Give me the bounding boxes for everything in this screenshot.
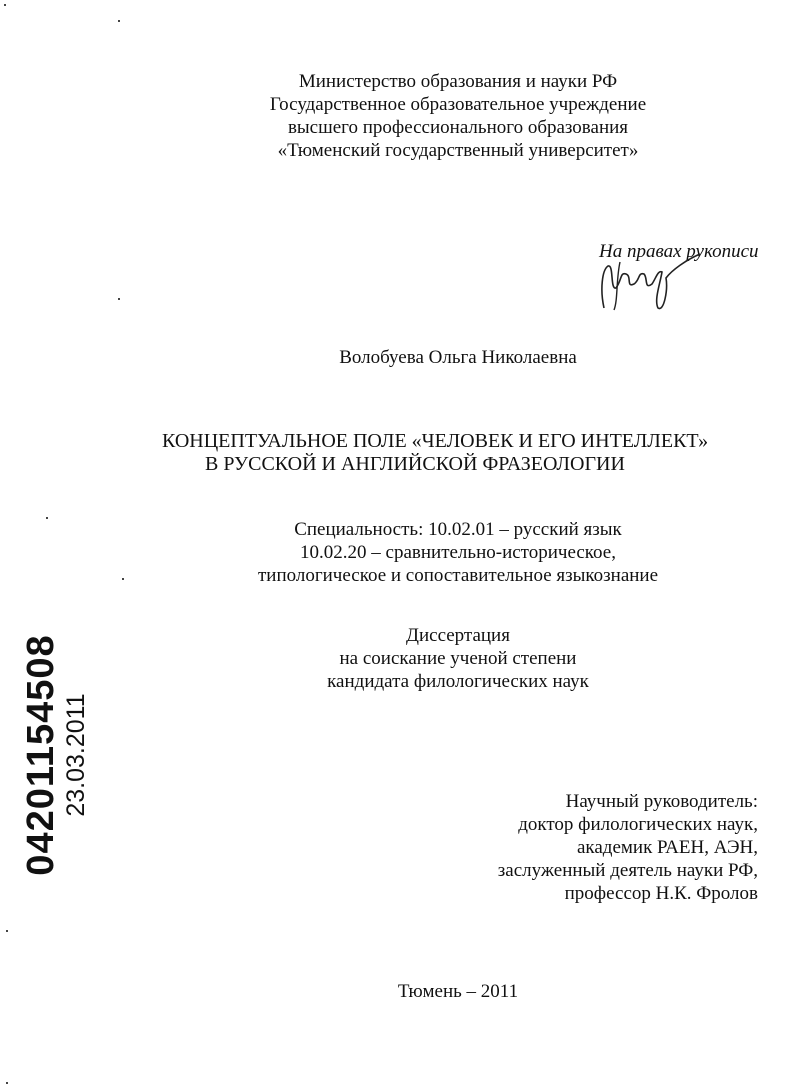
signature [596, 250, 706, 315]
scan-speck [6, 1082, 8, 1084]
header-line: Министерство образования и науки РФ [298, 71, 618, 92]
header-line: высшего профессионального образования [287, 117, 629, 138]
specialty-line: 10.02.20 – сравнительно-историческое, [300, 542, 616, 563]
title-line: В РУССКОЙ И АНГЛИЙСКОЙ ФРАЗЕОЛОГИИ [205, 453, 625, 475]
degree-line: Диссертация [406, 625, 510, 646]
manuscript-note: На правах рукописи [599, 241, 759, 262]
supervisor-line: академик РАЕН, АЭН, [576, 837, 758, 858]
library-stamp [20, 625, 90, 885]
supervisor-line: профессор Н.К. Фролов [564, 883, 758, 904]
supervisor-line: заслуженный деятель науки РФ, [497, 860, 758, 881]
degree-line: на соискание ученой степени [339, 648, 577, 669]
specialty-line: Специальность: 10.02.01 – русский язык [294, 519, 622, 540]
stamp-date: 23.03.2011 [62, 693, 90, 817]
scan-speck [118, 20, 120, 22]
title-line: КОНЦЕПТУАЛЬНОЕ ПОЛЕ «ЧЕЛОВЕК И ЕГО ИНТЕЛЛЕКТ» [162, 430, 709, 452]
supervisor-line: доктор филологических наук, [518, 814, 758, 835]
author-name: Волобуева Ольга Николаевна [339, 347, 577, 368]
specialty-line: типологическое и сопоставительное языкознание [257, 565, 659, 586]
scan-speck [118, 298, 120, 300]
supervisor-line: Научный руководитель: [565, 791, 758, 812]
scan-speck [4, 4, 6, 6]
city-year: Тюмень – 2011 [397, 981, 519, 1002]
scan-speck [6, 930, 8, 932]
degree-line: кандидата филологических наук [327, 671, 589, 692]
stamp-number: 04201154508 [20, 634, 62, 876]
header-line: Государственное образовательное учреждение [269, 94, 647, 115]
header-line: «Тюменский государственный университет» [277, 140, 639, 161]
